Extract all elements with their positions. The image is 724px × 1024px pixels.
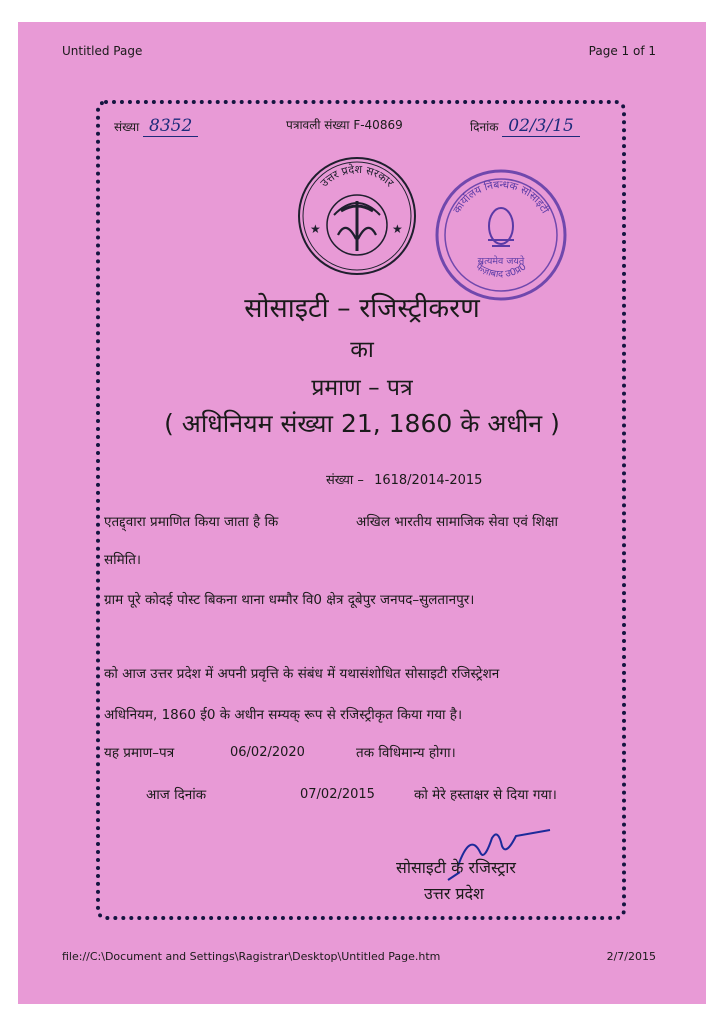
- file-number: [286, 116, 403, 133]
- registration-number-value: 1618/2014-2015: [374, 473, 483, 488]
- serial-number-label: संख्या: [114, 120, 140, 134]
- issued-on-prefix: आज दिनांक: [146, 787, 207, 803]
- browser-print-date: 2/7/2015: [606, 950, 656, 963]
- up-government-emblem: [296, 155, 418, 277]
- seal-office-text: कार्यालय निबन्धक सोसाइटी: [451, 178, 552, 216]
- file-number-value: F-40869: [353, 118, 403, 132]
- certificate-title-line2: का: [350, 337, 374, 363]
- registration-number-label: संख्या –: [326, 473, 364, 488]
- svg-text:कार्यालय निबन्धक सोसाइटी: [451, 179, 552, 216]
- issue-date: [470, 116, 580, 136]
- society-name-part1: अखिल भारतीय सामाजिक सेवा एवं शिक्षा: [356, 514, 559, 530]
- certificate-title-line3: प्रमाण – पत्र: [311, 375, 413, 401]
- validity-suffix: तक विधिमान्य होगा।: [356, 745, 456, 761]
- registration-number: [326, 470, 482, 488]
- certificate-title-line1: सोसाइटी – रजिस्ट्रीकरण: [244, 293, 480, 324]
- registration-statement-line2: अधिनियम, 1860 ई0 के अधीन सम्यक् रूप से रजिस्ट्रीकृत किया गया है।: [104, 707, 463, 723]
- registrar-designation: सोसाइटी के रजिस्ट्रार: [396, 858, 516, 877]
- certificate-title-line4: ( अधिनियम संख्या 21, 1860 के अधीन ): [164, 409, 560, 438]
- society-address: ग्राम पूरे कोदई पोस्ट बिकना थाना धम्मौर वि0 क्षेत्र दूबेपुर जनपद–सुलतानपुर।: [104, 592, 475, 608]
- society-name-part2: समिति।: [104, 552, 142, 568]
- issued-on-suffix: को मेरे हस्ताक्षर से दिया गया।: [414, 787, 557, 803]
- issued-on-date: 07/02/2015: [300, 787, 375, 802]
- certify-statement-prefix: एतद्द्वारा प्रमाणित किया जाता है कि: [104, 514, 279, 530]
- browser-print-title: Untitled Page: [62, 44, 143, 58]
- registrar-office-seal: [432, 166, 570, 304]
- issue-date-label: दिनांक: [470, 120, 499, 134]
- registration-statement-line1: को आज उत्तर प्रदेश में अपनी प्रवृत्ति के संबंध में यथासंशोधित सोसाइटी रजिस्ट्रेशन: [104, 666, 500, 682]
- validity-date: 06/02/2020: [230, 745, 305, 760]
- svg-text:उत्तर प्रदेश सरकार: [318, 163, 397, 190]
- registrar-state: उत्तर प्रदेश: [424, 884, 484, 903]
- browser-print-file-path: file://C:\Document and Settings\Ragistrar\Desktop\Untitled Page.htm: [62, 950, 441, 963]
- svg-text:★: ★: [310, 222, 321, 236]
- browser-print-page-count: Page 1 of 1: [588, 44, 656, 58]
- serial-number-value: 8352: [143, 116, 198, 137]
- serial-number: [114, 116, 198, 136]
- file-number-label: पत्रावली संख्या: [286, 118, 350, 132]
- svg-text:★: ★: [392, 222, 403, 236]
- validity-prefix: यह प्रमाण–पत्र: [104, 745, 175, 761]
- seal-motto: सत्यमेव जयते: [477, 256, 525, 267]
- seal-bottom-text: फैज़ाबाद उ0प्र0: [473, 261, 529, 281]
- issue-date-value: 02/3/15: [502, 116, 580, 137]
- emblem-text: उत्तर प्रदेश सरकार: [317, 162, 397, 190]
